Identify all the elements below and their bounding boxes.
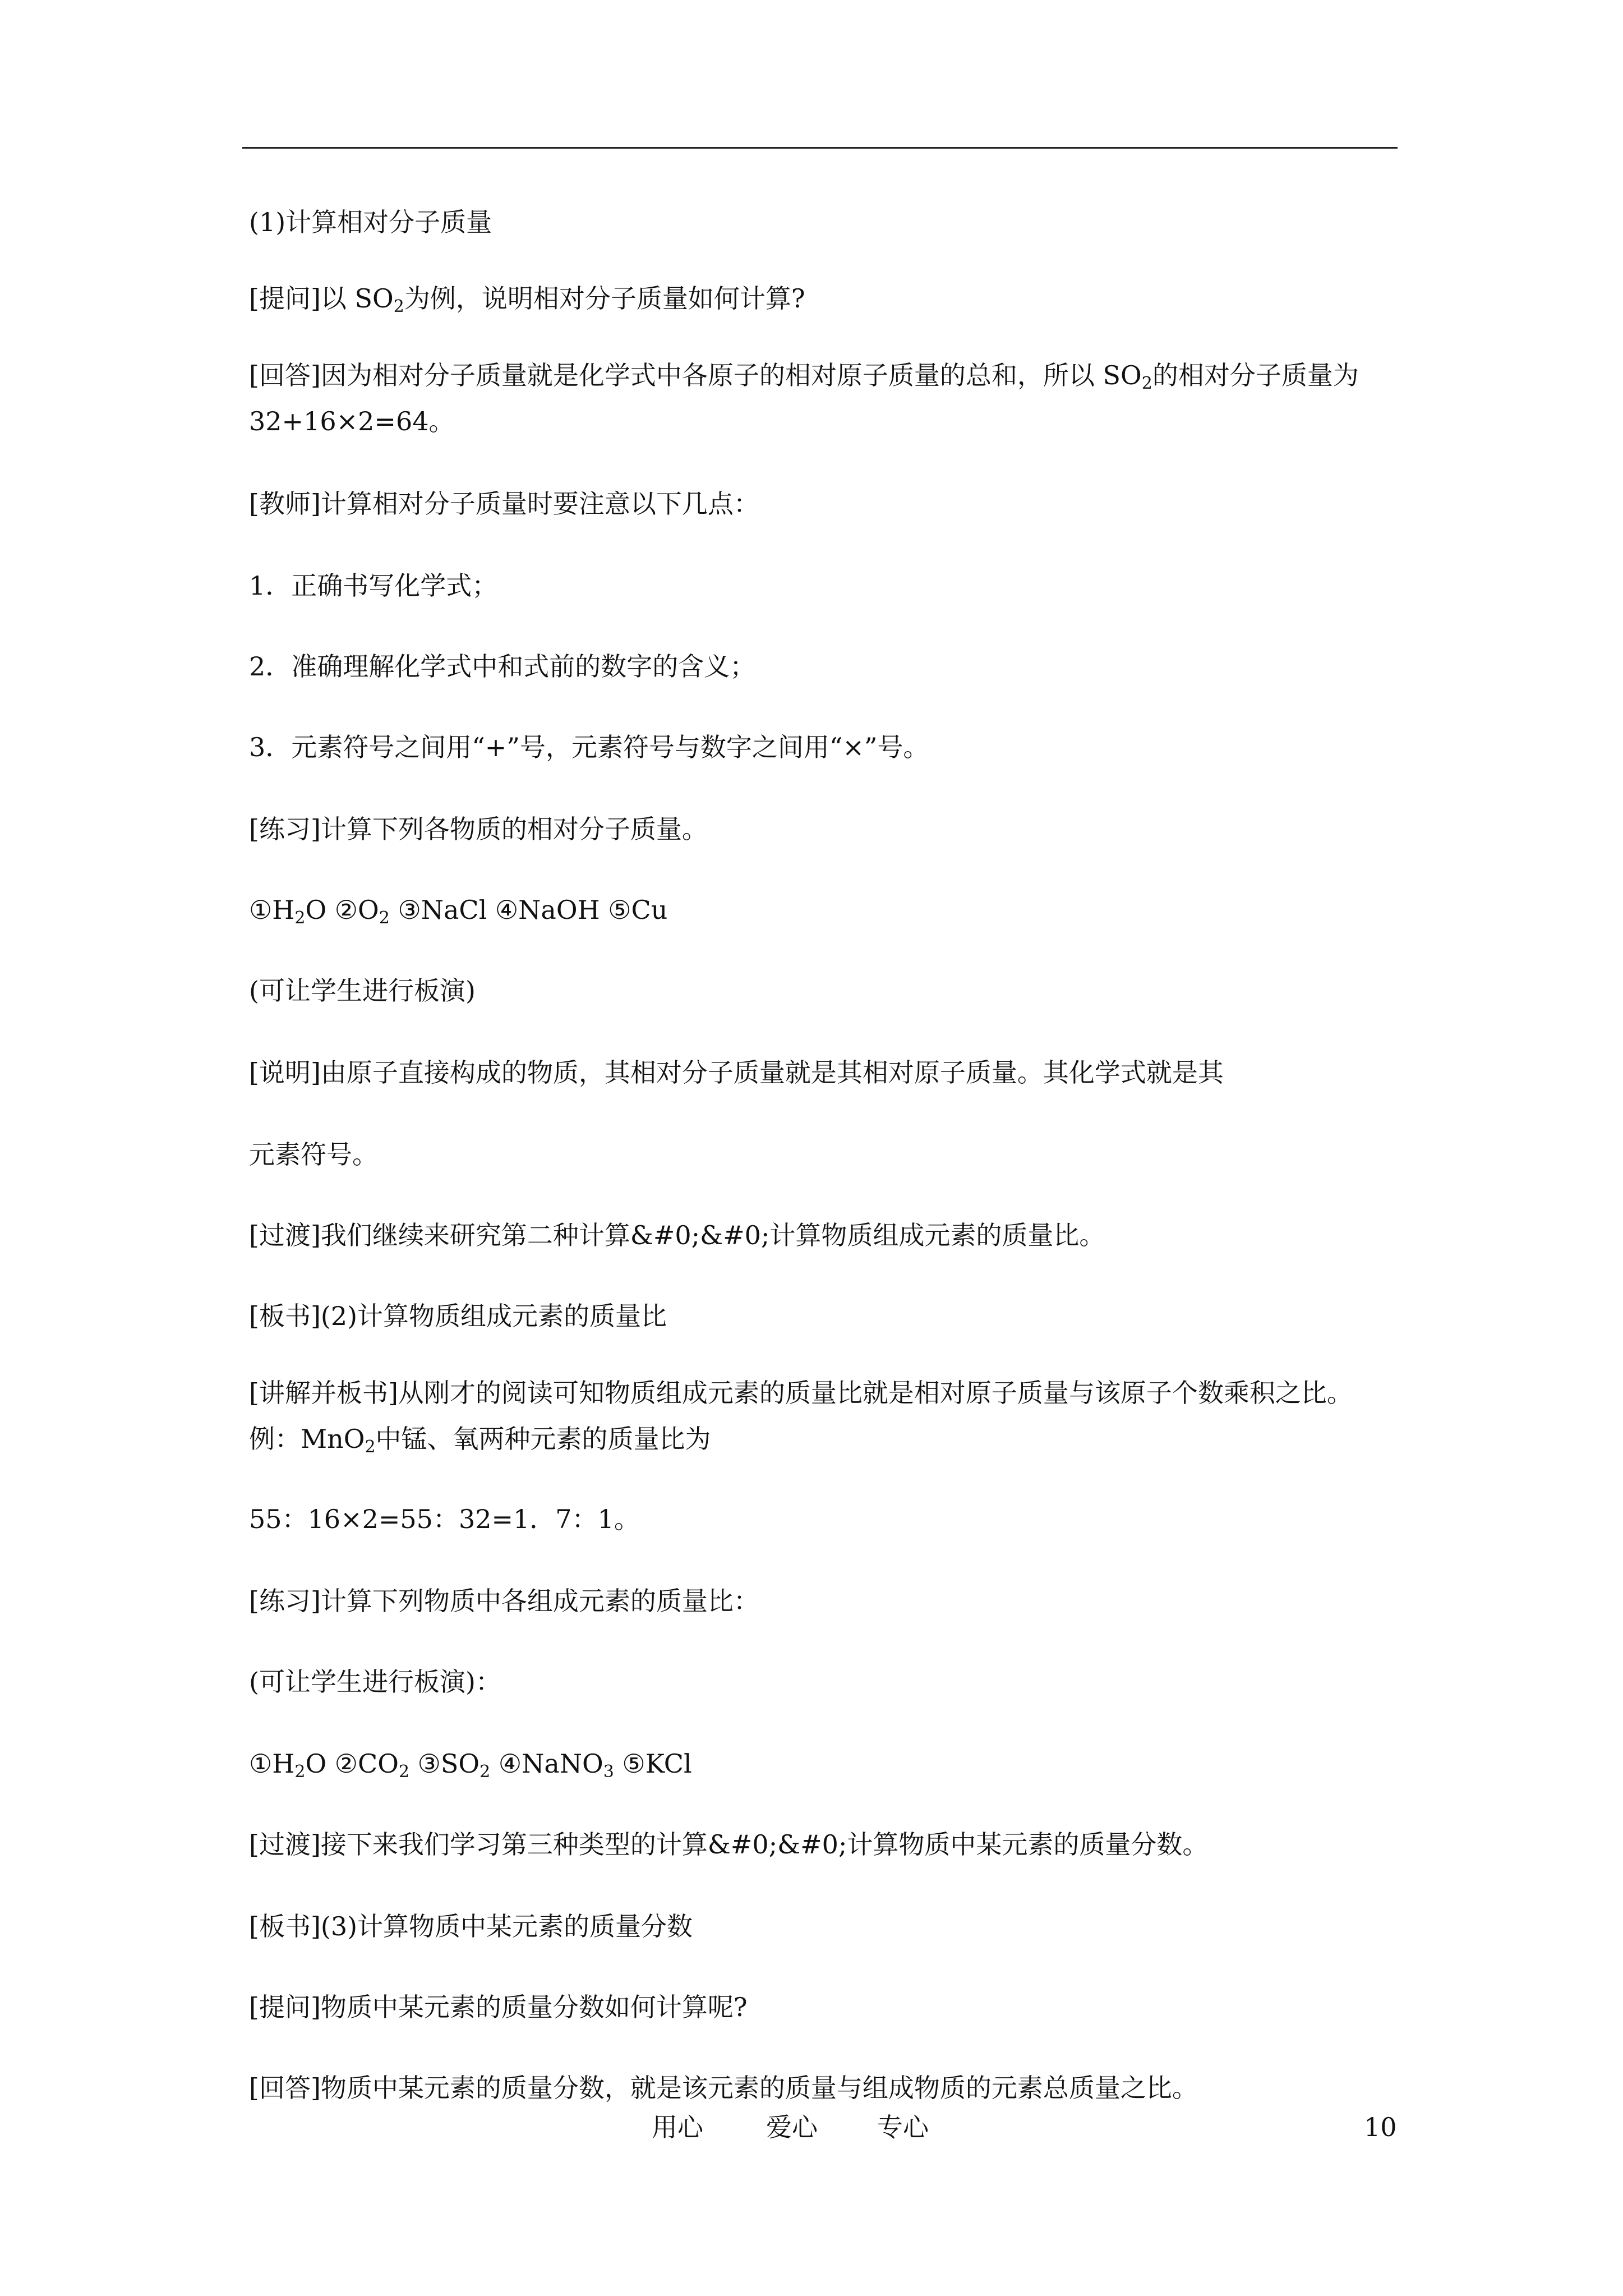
text-line: [练习]计算下列各物质的相对分子质量。 <box>249 814 708 844</box>
text-paragraph: [讲解并板书]从刚才的阅读可知物质组成元素的质量比就是相对原子质量与该原子个数乘积之比。例：MnO$_2$中锰、氧两种元素的质量比为 <box>249 1378 1353 1457</box>
header-rule <box>242 147 1398 149</box>
text-line: [练习]计算下列物质中各组成元素的质量比： <box>249 1586 759 1616</box>
text-line: [板书](2)计算物质组成元素的质量比 <box>249 1301 667 1331</box>
footer-slogan: 爱心 <box>766 2112 818 2142</box>
text-line: 55：16×2=55：32=1．7：1。 <box>249 1504 640 1534</box>
text-line: 3．元素符号之间用“+”号，元素符号与数字之间用“×”号。 <box>249 732 929 762</box>
text-line: [过渡]接下来我们学习第三种类型的计算&#0;&#0;计算物质中某元素的质量分数。 <box>249 1829 1209 1860</box>
text-line: [教师]计算相对分子质量时要注意以下几点： <box>249 489 759 519</box>
text-line: $①H_2O$ $②O_2$ ③NaCl ④NaOH ⑤Cu <box>249 895 668 928</box>
text-line: $①H_2O$ $②CO_2$ $③SO_2$ ④NaNO$_3$ ⑤KCl <box>249 1749 692 1782</box>
text-line: [过渡]我们继续来研究第二种计算&#0;&#0;计算物质组成元素的质量比。 <box>249 1220 1105 1250</box>
text-line: [提问]物质中某元素的质量分数如何计算呢? <box>249 1992 748 2022</box>
text-paragraph: [回答]因为相对分子质量就是化学式中各原子的相对原子质量的总和，所以 $SO_2$的相对分子质量为 32+16×2=64。 <box>249 360 1359 436</box>
text-line: (可让学生进行板演) <box>249 976 476 1006</box>
text-line: (可让学生进行板演)： <box>249 1667 501 1697</box>
text-line: [提问]以 $SO_2$为例，说明相对分子质量如何计算? <box>249 283 805 316</box>
text-line: (1)计算相对分子质量 <box>249 207 492 237</box>
text-line: [板书](3)计算物质中某元素的质量分数 <box>249 1911 693 1941</box>
page-number: 10 <box>1364 2112 1397 2142</box>
text-line: 元素符号。 <box>249 1139 378 1170</box>
footer-slogan: 专心 <box>877 2112 929 2142</box>
text-line: [回答]物质中某元素的质量分数，就是该元素的质量与组成物质的元素总质量之比。 <box>249 2073 1198 2103</box>
footer-slogan: 用心 <box>652 2112 703 2142</box>
text-line: 2．准确理解化学式中和式前的数字的含义； <box>249 651 756 682</box>
text-line: [说明]由原子直接构成的物质，其相对分子质量就是其相对原子质量。其化学式就是其 <box>249 1057 1224 1088</box>
text-line: 1．正确书写化学式； <box>249 570 498 601</box>
